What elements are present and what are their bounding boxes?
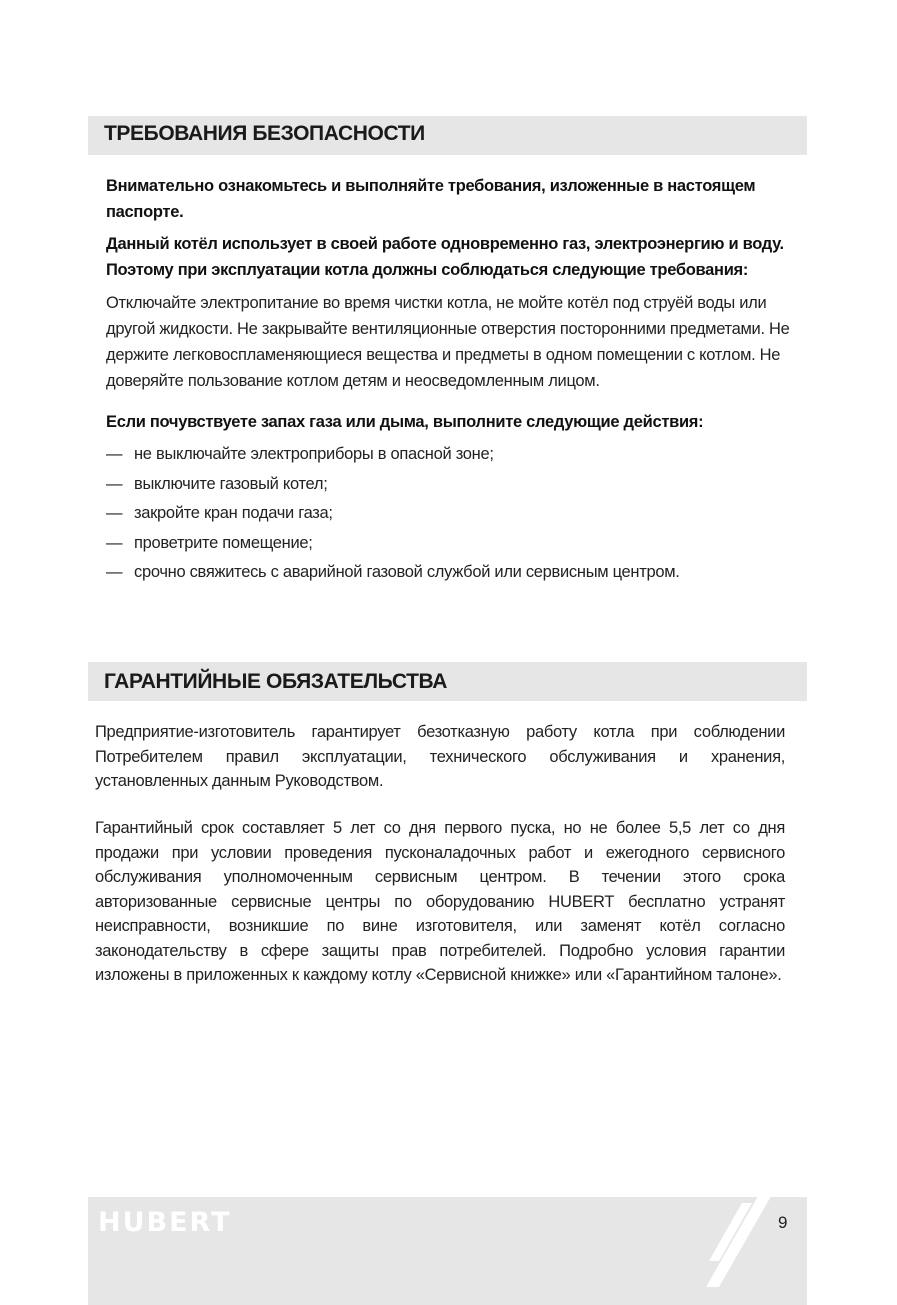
safety-intro-2: Данный котёл использует в своей работе одновременно газ, электроэнергию и воду. Поэтому при эксплуатации котла должны соблюдаться следующие требования: bbox=[106, 235, 784, 279]
safety-rules: Отключайте электропитание во время чистки котла, не мойте котёл под струёй воды или другой жидкости. Не закрывайте вентиляционные отверстия посторонними предметами. Не держите легковоспламеняющиеся вещества и предметы в одном помещении с котлом. Не доверяйте пользование котлом детям и неосведомленным лицом. bbox=[106, 294, 790, 390]
dash-marker: — bbox=[106, 533, 123, 552]
gas-smell-heading: Если почувствуете запах газа или дыма, выполните следующие действия: bbox=[106, 413, 704, 431]
warranty-paragraph-1: Предприятие-изготовитель гарантирует безотказную работу котла при соблюдении Потребителем правил эксплуатации, технического обслуживания и хранения, установленных данным Руководством. bbox=[95, 723, 785, 790]
gas-smell-actions-list bbox=[106, 440, 680, 588]
safety-intro-1: Внимательно ознакомьтесь и выполняйте требования, изложенные в настоящем паспорте. bbox=[106, 177, 756, 221]
dash-marker: — bbox=[106, 445, 123, 463]
action-text: срочно свяжитесь с аварийной газовой службой или сервисным центром. bbox=[134, 563, 680, 581]
warranty-section-title: ГАРАНТИЙНЫЕ ОБЯЗАТЕЛЬСТВА bbox=[104, 670, 447, 693]
action-text: не выключайте электроприборы в опасной зоне; bbox=[134, 445, 494, 463]
dash-marker: — bbox=[106, 474, 123, 493]
decorative-slashes-icon bbox=[693, 1177, 783, 1287]
list-item bbox=[106, 470, 680, 500]
warranty-section-header bbox=[88, 662, 807, 701]
safety-section-header bbox=[88, 116, 807, 155]
dash-marker: — bbox=[106, 563, 123, 581]
list-item bbox=[106, 440, 680, 470]
action-text: проветрите помещение; bbox=[134, 533, 313, 552]
dash-marker: — bbox=[106, 504, 123, 522]
list-item bbox=[106, 529, 680, 559]
list-item bbox=[106, 558, 680, 588]
action-text: выключите газовый котел; bbox=[134, 474, 328, 493]
action-text: закройте кран подачи газа; bbox=[134, 504, 333, 522]
page-number: 9 bbox=[778, 1213, 788, 1232]
page-footer bbox=[88, 1197, 807, 1305]
hubert-logo: HUBERT bbox=[98, 1207, 232, 1238]
list-item bbox=[106, 499, 680, 529]
warranty-paragraph-2: Гарантийный срок составляет 5 лет со дня первого пуска, но не более 5,5 лет со дня продажи при условии проведения пусконаладочных работ и ежегодного сервисного обслуживания уполномоченным сервисным центром. В течении этого срока авторизованные сервисные центры по оборудованию HUBERT бесплатно устранят неисправности, возникшие по вине изготовителя, или заменят котёл согласно законодательству в сфере защиты прав потребителей. Подробно условия гарантии изложены в приложенных к каждому котлу «Сервисной книжке» или «Гарантийном талоне». bbox=[95, 819, 785, 984]
safety-section-title: ТРЕБОВАНИЯ БЕЗОПАСНОСТИ bbox=[104, 122, 425, 145]
